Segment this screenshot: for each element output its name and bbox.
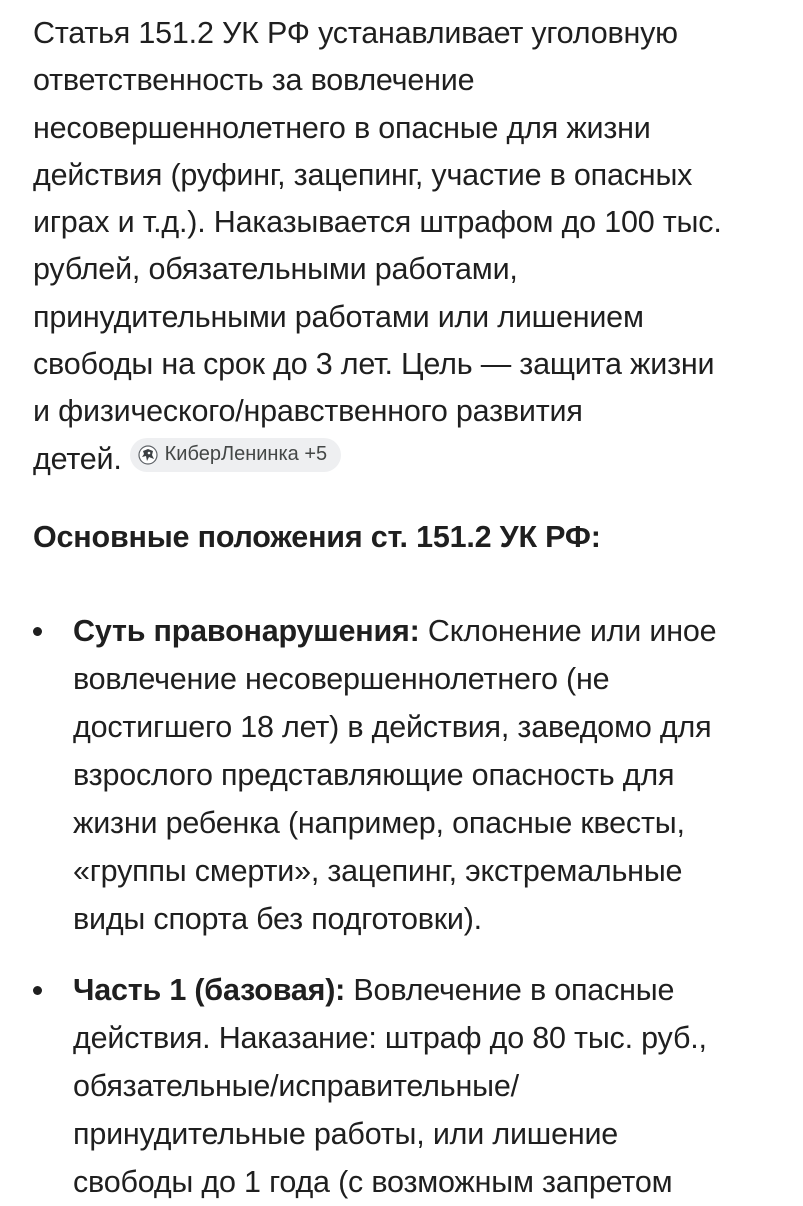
bullet-line: взрослого представляющие опасность для (73, 758, 675, 792)
bullet-line: жизни ребенка (например, опасные квесты, (73, 806, 685, 840)
bullet-line: вовлечение несовершеннолетнего (не (73, 662, 610, 696)
intro-line: действия (руфинг, зацепинг, участие в опасных (33, 157, 693, 192)
bullet-line: действия. Наказание: штраф до 80 тыс. руб., (73, 1021, 707, 1055)
bullet-dot (33, 627, 42, 636)
intro-line: рублей, обязательными работами, (33, 252, 518, 287)
bullet-dot (33, 986, 42, 995)
section-title: Основные положения ст. 151.2 УК РФ: (33, 520, 601, 554)
bullet-line: свободы до 1 года (с возможным запретом (73, 1165, 673, 1199)
list-item (33, 607, 781, 943)
bullet-line: достигшего 18 лет) в действия, заведомо для (73, 710, 712, 744)
source-chip-label: КиберЛенинка +5 (164, 443, 328, 466)
bullet-first-line (73, 966, 781, 1014)
bullet-first-line (73, 607, 781, 655)
intro-last-line (33, 436, 781, 483)
intro-line: несовершеннолетнего в опасные для жизни (33, 110, 651, 145)
cyberleninka-logo-icon (138, 445, 158, 465)
response-content (33, 10, 781, 1199)
list-item (33, 966, 781, 1206)
intro-line: Статья 151.2 УК РФ устанавливает уголовную (33, 16, 678, 50)
bullet-line: «группы смерти», зацепинг, экстремальные (73, 854, 683, 888)
intro-line: детей. (33, 441, 122, 476)
intro-line: играх и т.д.). Наказывается штрафом до 100 тыс. (33, 205, 722, 240)
bullet-line: виды спорта без подготовки). (73, 902, 482, 936)
intro-paragraph (33, 10, 781, 483)
bullet-text: Вовлечение в опасные (345, 973, 675, 1007)
bullet-list (33, 607, 781, 1206)
intro-line: ответственность за вовлечение (33, 63, 475, 98)
bullet-term: Суть правонарушения: (73, 614, 420, 648)
intro-line: принудительными работами или лишением (33, 299, 644, 334)
source-chip[interactable] (130, 438, 341, 472)
intro-line: и физического/нравственного развития (33, 394, 583, 429)
bullet-term: Часть 1 (базовая): (73, 973, 346, 1007)
bullet-line: обязательные/исправительные/ (73, 1069, 519, 1103)
bullet-text: Склонение или иное (419, 614, 717, 648)
bullet-line: принудительные работы, или лишение (73, 1117, 619, 1151)
intro-line: свободы на срок до 3 лет. Цель — защита жизни (33, 347, 715, 382)
